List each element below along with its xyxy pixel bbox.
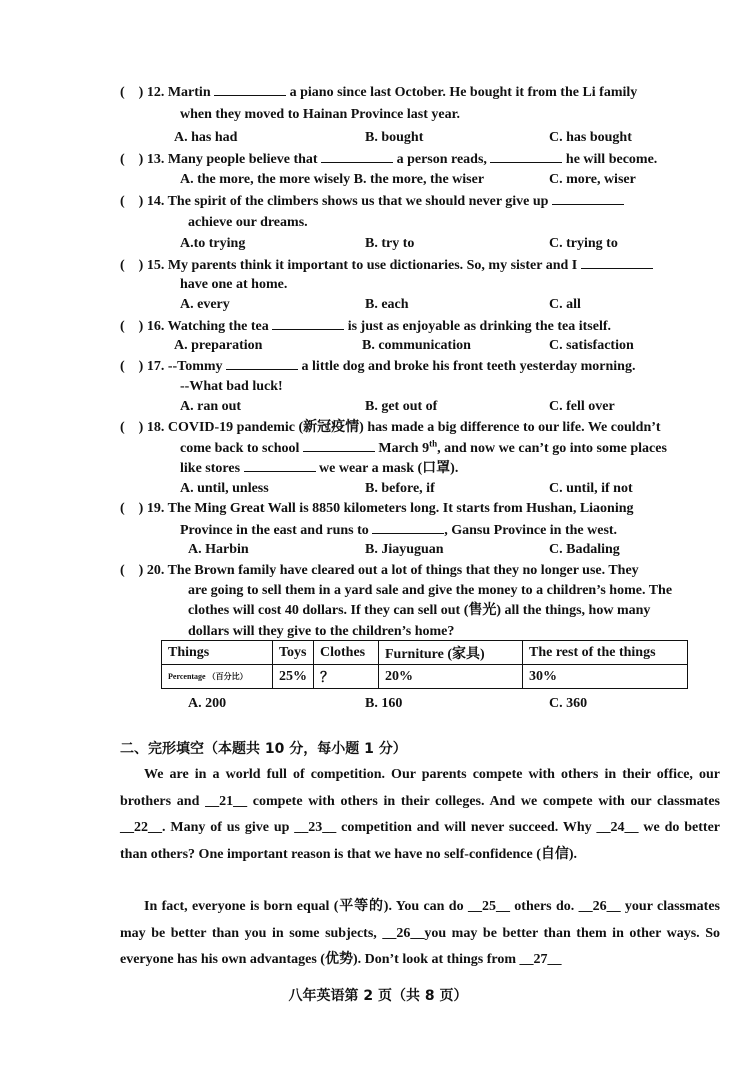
- q20-option-b: B. 160: [365, 696, 403, 711]
- q18-option-c: C. until, if not: [549, 481, 633, 496]
- section-title: 二、完形填空（本题共 10 分，每小题 1 分）: [120, 741, 407, 757]
- question-14-line2: achieve our dreams.: [188, 215, 308, 230]
- question-20-line3: clothes will cost 40 dollars. If they can sell out (售光) all the things, how many: [188, 603, 651, 618]
- q12-option-c: C. has bought: [549, 130, 632, 145]
- answer-blank: [581, 256, 653, 269]
- q14-option-a: A.to trying: [180, 236, 246, 251]
- paragraph-text: We are in a world full of competition. Our parents compete with others in their office, our brothers and __21__ compete with others in their colleges. And we compete with our classmates __22__. Many of us give up __23__ competition and will never succeed. Why __24__ we do better than others? One important reason is that we have no self-confidence (自信).: [120, 767, 720, 862]
- q20-option-c: C. 360: [549, 696, 588, 711]
- q12-option-b: B. bought: [365, 130, 424, 145]
- q15-option-a: A. every: [180, 297, 230, 312]
- q13-option-c: C. more, wiser: [549, 172, 636, 187]
- paragraph-text: In fact, everyone is born equal (平等的). You can do __25__ others do. __26__ your classmates may be better than you in some subjects, __26__you may be better than them in other ways. So everyone has his own advantages (优势). Don’t look at things from __27__: [120, 899, 720, 967]
- question-18-line3: like stores we wear a mask (口罩).: [180, 461, 459, 476]
- cloze-paragraph-1: [120, 762, 720, 868]
- q20-option-a: A. 200: [188, 696, 227, 711]
- question-17: ( ) 17. --Tommy a little dog and broke his front teeth yesterday morning.: [120, 359, 636, 374]
- answer-blank: [372, 521, 444, 534]
- answer-blank: [321, 150, 393, 163]
- q14-option-c: C. trying to: [549, 236, 618, 251]
- table-cell: Furniture (家具): [379, 641, 523, 665]
- question-20-line4: dollars will they give to the children’s home?: [188, 624, 455, 639]
- q19-option-a: A. Harbin: [188, 542, 249, 557]
- question-16: ( ) 16. Watching the tea is just as enjoyable as drinking the tea itself.: [120, 319, 611, 334]
- table-cell: ？: [314, 665, 379, 689]
- question-15: ( ) 15. My parents think it important to use dictionaries. So, my sister and I: [120, 256, 653, 275]
- answer-blank: [244, 459, 316, 472]
- question-20: ( ) 20. The Brown family have cleared out a lot of things that they no longer use. They: [120, 563, 639, 578]
- q12-option-a: A. has had: [174, 130, 238, 145]
- page-footer: 八年英语第 2 页（共 8 页）: [288, 988, 468, 1004]
- table-cell: 25%: [273, 665, 314, 689]
- table-cell: Things: [162, 641, 273, 665]
- question-12-line2: when they moved to Hainan Province last year.: [180, 107, 460, 122]
- question-18-line2: come back to school March 9th, and now we can’t go into some places: [180, 438, 667, 456]
- table-cell: Clothes: [314, 641, 379, 665]
- q17-option-b: B. get out of: [365, 399, 438, 414]
- answer-blank: [214, 83, 286, 96]
- question-15-line2: have one at home.: [180, 277, 288, 292]
- cloze-paragraph-2: [120, 894, 720, 974]
- answer-blank: [303, 439, 375, 452]
- answer-blank: [226, 357, 298, 370]
- q18-option-a: A. until, unless: [180, 481, 269, 496]
- question-20-line2: are going to sell them in a yard sale and give the money to a children’s home. The: [188, 583, 673, 598]
- q18-option-b: B. before, if: [365, 481, 435, 496]
- question-18: ( ) 18. COVID-19 pandemic (新冠疫情) has made a big difference to our life. We couldn’t: [120, 420, 661, 435]
- q14-option-b: B. try to: [365, 236, 415, 251]
- table-cell: 20%: [379, 665, 523, 689]
- q17-option-c: C. fell over: [549, 399, 615, 414]
- question-13: ( ) 13. Many people believe that a person reads, he will become.: [120, 152, 658, 167]
- q16-option-a: A. preparation: [174, 338, 263, 353]
- question-12: ( ) 12. Martin a piano since last October. He bought it from the Li family: [120, 85, 638, 100]
- table-row: [162, 665, 688, 689]
- answer-blank: [490, 150, 562, 163]
- q15-option-c: C. all: [549, 297, 581, 312]
- question-14: ( ) 14. The spirit of the climbers shows us that we should never give up: [120, 192, 624, 211]
- table-cell: The rest of the things: [523, 641, 688, 665]
- q17-option-a: A. ran out: [180, 399, 242, 414]
- answer-blank: [552, 192, 624, 205]
- answer-blank: [272, 317, 344, 330]
- table-cell: 30%: [523, 665, 688, 689]
- q19-option-b: B. Jiayuguan: [365, 542, 444, 557]
- q19-option-c: C. Badaling: [549, 542, 620, 557]
- table-cell: Percentage （百分比）: [162, 665, 273, 689]
- q13-option-ab: A. the more, the more wisely B. the more, the wiser: [180, 172, 485, 187]
- question-19: ( ) 19. The Ming Great Wall is 8850 kilometers long. It starts from Hushan, Liaoning: [120, 501, 634, 516]
- question-19-line2: Province in the east and runs to , Gansu Province in the west.: [180, 523, 618, 538]
- q15-option-b: B. each: [365, 297, 409, 312]
- q16-option-b: B. communication: [362, 338, 471, 353]
- q16-option-c: C. satisfaction: [549, 338, 634, 353]
- table-header-row: [162, 641, 688, 665]
- question-17-line2: --What bad luck!: [180, 379, 283, 394]
- table-cell: Toys: [273, 641, 314, 665]
- things-table: [161, 640, 688, 689]
